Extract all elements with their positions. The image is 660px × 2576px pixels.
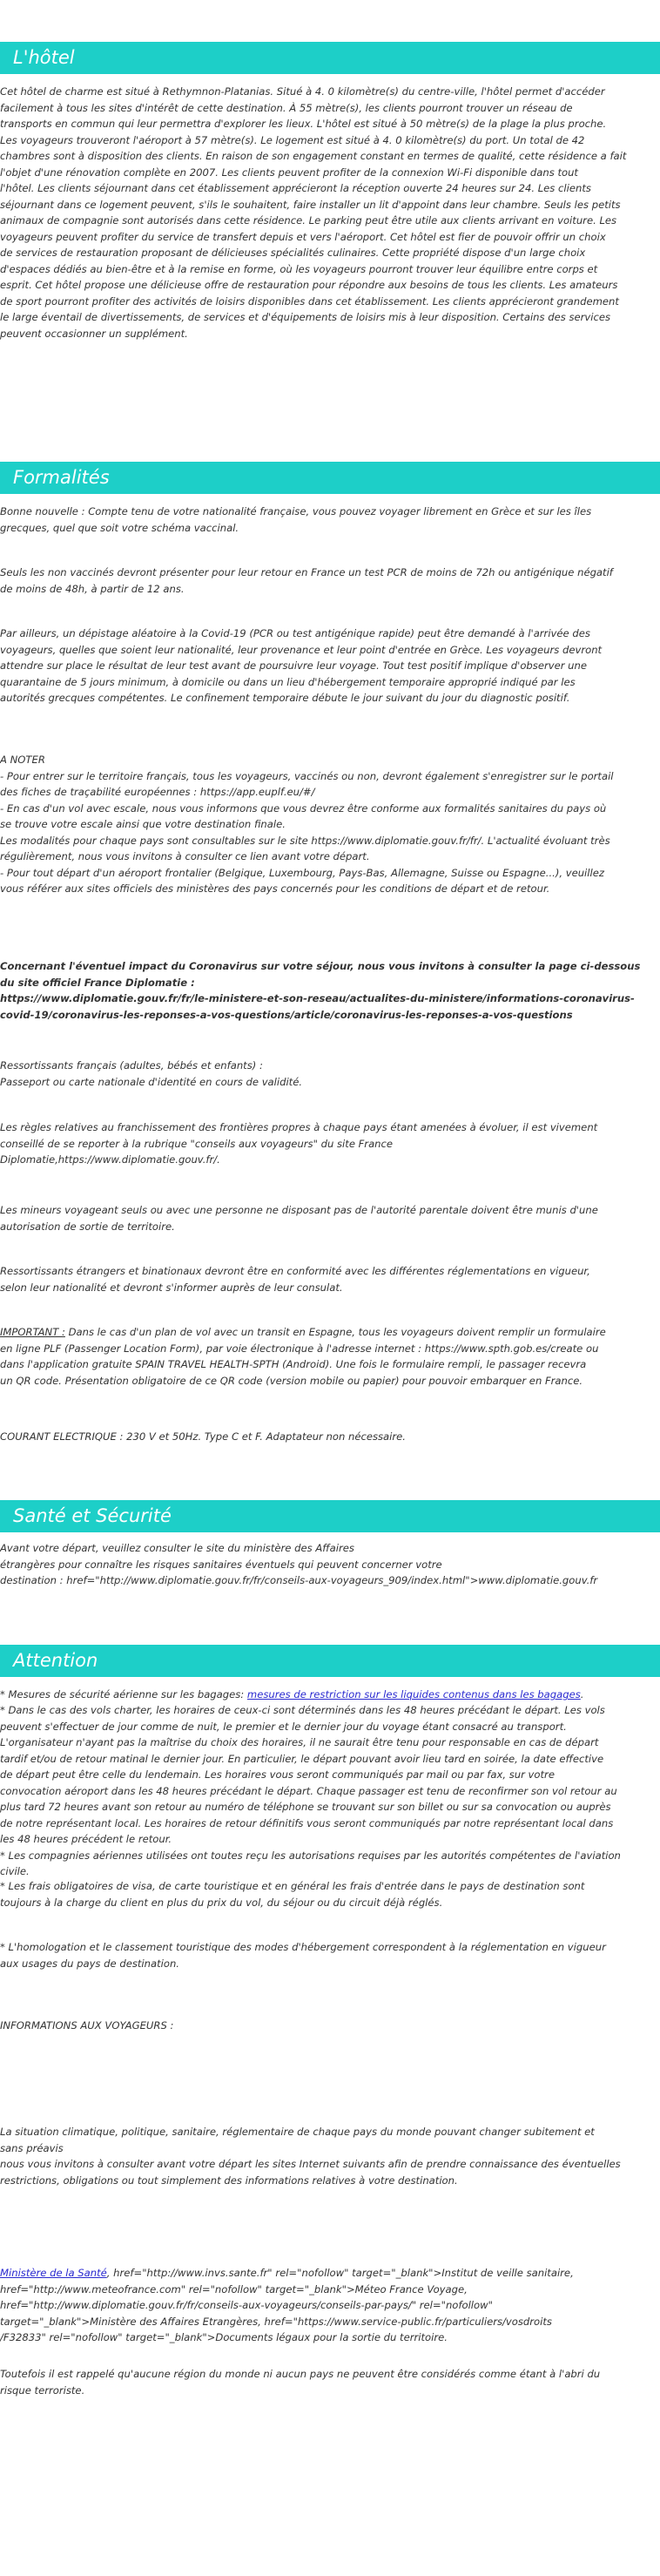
text-line: Avant votre départ, veuillez consulter le site du ministère des Affaires — [0, 1542, 354, 1554]
sante-section-heading: Santé et Sécurité — [0, 1500, 660, 1532]
text-line: A NOTER — [0, 754, 45, 766]
important-label: IMPORTANT : — [0, 1326, 65, 1338]
text-line: un QR code. Présentation obligatoire de ce QR code (version mobile ou papier) pour pouvoir embarquer en France. — [0, 1374, 583, 1387]
text-line: attendre sur place le résultat de leur test avant de poursuivre leur voyage. Tout test positif implique d'observer une — [0, 659, 588, 672]
text-line: Cet hôtel de charme est situé à Rethymnon-Platanias. Situé à 4. 0 kilomètre(s) du centre-ville, l'hôtel permet d'accéder — [0, 85, 605, 98]
formalites-frontieres — [0, 1119, 660, 1168]
text-line: nous vous invitons à consulter avant votre départ les sites Internet suivants afin de prendre connaissance des éventuelles — [0, 2158, 621, 2170]
formalites-section-heading: Formalités — [0, 462, 660, 494]
text-line: peuvent s'effectuer de jour comme de nuit, le premier et le dernier jour du voyage étant consacré au transport. — [0, 1720, 567, 1733]
text-line: Seuls les non vaccinés devront présenter pour leur retour en France un test PCR de moins de 72h ou antigénique négatif — [0, 566, 613, 578]
text-line: target="_blank">Ministère des Affaires Etrangères, href="https://www.service-public.fr/particuliers/vosdroits — [0, 2315, 552, 2328]
text-line: tardif et/ou de retour matinal le dernier jour. En particulier, le départ pouvant avoir lieu tard en soirée, la date effective — [0, 1752, 604, 1765]
text-line: restrictions, obligations ou tout simplement des informations relatives à votre destination. — [0, 2174, 458, 2187]
text-line: autorités grecques compétentes. Le confinement temporaire débute le jour suivant du jour du diagnostic positif. — [0, 692, 570, 704]
text-line: aux usages du pays de destination. — [0, 1957, 179, 1970]
text-line: chambres sont à disposition des clients. En raison de son engagement constant en termes de qualité, cette résidence a fait — [0, 150, 627, 162]
text-line: * L'homologation et le classement touristique des modes d'hébergement correspondent à la réglementation en vigueur — [0, 1941, 606, 1953]
formalites-coronavirus-link[interactable] — [0, 958, 660, 1023]
sante-description — [0, 1540, 660, 1589]
text-line: Diplomatie,https://www.diplomatie.gouv.fr/. — [0, 1153, 220, 1166]
text-line: facilement à tous les sites d'intérêt de cette destination. À 55 mètre(s), les clients pourront trouver un réseau de — [0, 101, 573, 114]
attention-situation-climatique — [0, 2124, 660, 2188]
text-line: de sport pourront profiter des activités de loisirs disponibles dans cet établissement. Les clients apprécieront grandement — [0, 294, 619, 308]
text-line: sans préavis — [0, 2141, 64, 2154]
text-line: esprit. Cet hôtel propose une délicieuse offre de restauration pour répondre aux besoins de tous les clients. Les amateurs — [0, 279, 618, 291]
text-line: href="http://www.meteofrance.com" rel="nofollow" target="_blank">Méteo France Voyage, — [0, 2282, 468, 2295]
text-line: Ressortissants étrangers et binationaux devront être en conformité avec les différentes réglementations en vigueur, — [0, 1265, 590, 1277]
text-line: https://www.diplomatie.gouv.fr/fr/le-ministere-et-son-reseau/actualites-du-ministere/informations-coronavirus- — [0, 992, 635, 1004]
text-line: les 48 heures précédent le retour. — [0, 1833, 172, 1845]
text-line: - Pour tout départ d'un aéroport frontalier (Belgique, Luxembourg, Pays-Bas, Allemagne, Suisse ou Espagne...), veuillez — [0, 866, 604, 879]
text-line: conseillé de se reporter à la rubrique "conseils aux voyageurs" du site France — [0, 1137, 394, 1150]
text-line: de moins de 48h, à partir de 12 ans. — [0, 582, 185, 595]
text-line: * Les compagnies aériennes utilisées ont toutes reçu les autorisations requises par les autorités compétentes de l'aviation — [0, 1849, 621, 1862]
informations-voyageurs-title: INFORMATIONS AUX VOYAGEURS : — [0, 2019, 174, 2032]
hotel-section-heading: L'hôtel — [0, 42, 660, 74]
formalites-ressortissants-francais — [0, 1058, 660, 1090]
attention-frais-visa — [0, 1878, 660, 1910]
text-line: voyageurs peuvent profiter du service de transfert depuis et vers l'aéroport. Cet hôtel est fier de pouvoir offrir un choix — [0, 230, 606, 243]
text-line: des fiches de traçabilité européennes : https://app.euplf.eu/#/ — [0, 786, 315, 798]
hotel-description — [0, 84, 660, 341]
attention-sites-internet: Ministère de la Santé, href="http://www.invs.sante.fr" rel="nofollow" target="_blank">Institut de veille sanitaire, href="http://www.meteofrance.com" rel="nofollow" target="_blank">Méteo France Voyage, href="http://www.diplomatie.gouv.fr/fr/conseils-aux-voyageurs/conseils-par-pays/" rel="nofollow" target="_blank">Ministère des Affaires Etrangères, href="https://www.service-public.fr/particuliers/vosdroits /F32833" rel="nofollow" target="_blank">Documents légaux pour la sortie du territoire. — [0, 2265, 660, 2346]
text-line: Les modalités pour chaque pays sont consultables sur le site https://www.diplomatie.gouv.fr/fr/. L'actualité évoluant très — [0, 834, 610, 847]
text-line: autorisation de sortie de territoire. — [0, 1220, 175, 1233]
text-line: La situation climatique, politique, sanitaire, réglementaire de chaque pays du monde pouvant changer subitement et — [0, 2126, 595, 2138]
text-line: Toutefois il est rappelé qu'aucune région du monde ni aucun pays ne peuvent être considérés comme étant à l'abri du — [0, 2368, 601, 2380]
text-line: du site officiel France Diplomatie : — [0, 976, 195, 989]
text-line: animaux de compagnie sont autorisés dans cette résidence. Le parking peut être utile aux clients arrivant en voiture. Les — [0, 214, 617, 226]
text-line: Les voyageurs trouveront l'aéroport à 57 mètre(s). Le logement est situé à 4. 0 kilomètre(s) du port. Un total de 42 — [0, 133, 585, 146]
text-line: Ressortissants français (adultes, bébés et enfants) : — [0, 1059, 263, 1072]
attention-homologation — [0, 1939, 660, 1971]
text-line: Concernant l'éventuel impact du Coronavirus sur votre séjour, nous vous invitons à consulter la page ci-dessous — [0, 960, 641, 972]
bagages-restriction-link[interactable]: mesures de restriction sur les liquides contenus dans les bagages — [246, 1688, 581, 1700]
text-line: quarantaine de 5 jours minimum, à domicile ou dans un lieu d'hébergement temporaire approprié indiqué par les — [0, 675, 576, 688]
text-line: - Pour entrer sur le territoire français, tous les voyageurs, vaccinés ou non, devront également s'enregistrer sur le portail — [0, 769, 614, 782]
text-line: en ligne PLF (Passenger Location Form), par voie électronique à l'adresse internet : https://www.spth.gob.es/create ou — [0, 1342, 599, 1355]
text-line: transports en commun qui leur permettra d'explorer les lieux. L'hôtel est situé à 50 mètre(s) de la plage la plus proche. — [0, 118, 607, 130]
text-line: l'hôtel. Les clients séjournant dans cet établissement apprécieront la réception ouverte 24 heures sur 24. Les clients — [0, 182, 591, 194]
text-line: le large éventail de divertissements, de services et d'équipements de loisirs mis à leur disposition. Certains des services — [0, 311, 611, 323]
text-line: de départ peut être celle du lendemain. Les horaires vous seront communiqués par mail ou par fax, sur votre — [0, 1768, 555, 1781]
text-line: de notre représentant local. Les horaires de retour définitifs vous seront communiqués par notre représentant local dans — [0, 1816, 614, 1829]
text-line: /F32833" rel="nofollow" target="_blank">Documents légaux pour la sortie du territoire. — [0, 2331, 448, 2343]
text-line: civile. — [0, 1865, 30, 1877]
formalites-unvaccinated — [0, 565, 660, 597]
ministere-sante-link[interactable]: Ministère de la Santé — [0, 2267, 107, 2279]
text-line: selon leur nationalité et devront s'informer auprès de leur consulat. — [0, 1281, 343, 1294]
attention-bagages: * Mesures de sécurité aérienne sur les bagages: mesures de restriction sur les liquides contenus dans les bagages. — [0, 1688, 584, 1700]
text-line: régulièrement, nous vous invitons à consulter ce lien avant votre départ. — [0, 850, 370, 862]
attention-vols-charter — [0, 1702, 660, 1880]
text-line: se trouve votre escale ainsi que votre destination finale. — [0, 818, 286, 830]
text-line: peuvent occasionner un supplément. — [0, 327, 188, 340]
text-line: séjournant dans ce logement peuvent, s'ils le souhaitent, faire installer un lit d'appoint dans leur chambre. Seuls les petits — [0, 198, 621, 211]
text-line: covid-19/coronavirus-les-reponses-a-vos-questions/article/coronavirus-les-reponses-a-vos-questions — [0, 1008, 573, 1021]
text-line: de services de restauration proposant de délicieuses spécialités culinaires. Cette propriété dispose d'un large choix — [0, 247, 586, 259]
text-line: risque terroriste. — [0, 2383, 85, 2397]
text-line: Les règles relatives au franchissement des frontières propres à chaque pays étant amenées à évoluer, il est vivement — [0, 1121, 598, 1133]
attention-section-heading: Attention — [0, 1645, 660, 1677]
text-line: Par ailleurs, un dépistage aléatoire à la Covid-19 (PCR ou test antigénique rapide) peut être demandé à l'arrivée des — [0, 627, 590, 639]
text-line: grecques, quel que soit votre schéma vaccinal. — [0, 521, 239, 534]
text-line: d'espaces dédiés au bien-être et à la remise en forme, où les voyageurs pourront trouver leur équilibre entre corps et — [0, 262, 598, 275]
formalites-random-testing — [0, 625, 660, 707]
text-line: l'objet d'une rénovation complète en 2007. Les clients peuvent profiter de la connexion Wi-Fi disponible dans tout — [0, 166, 578, 179]
text-line: vous référer aux sites officiels des ministères des pays concernés pour les conditions de départ et de retour. — [0, 882, 550, 895]
text-line: voyageurs, quelles que soient leur nationalité, leur provenance et leur point d'entrée en Grèce. Les voyageurs devront — [0, 643, 603, 656]
text-line: dans l'application gratuite SPAIN TRAVEL HEALTH-SPTH (Android). Une fois le formulaire rempli, le passager recevra — [0, 1358, 587, 1370]
text-line: Passeport ou carte nationale d'identité en cours de validité. — [0, 1075, 303, 1088]
text-line: Bonne nouvelle : Compte tenu de votre nationalité française, vous pouvez voyager librement en Grèce et sur les îles — [0, 505, 592, 517]
text-line: plus tard 72 heures avant son retour au numéro de téléphone se trouvant sur son billet ou sur sa convocation ou auprès — [0, 1801, 611, 1813]
text-line: * Les frais obligatoires de visa, de carte touristique et en général les frais d'entrée dans le pays de destination sont — [0, 1880, 585, 1892]
text-line: * Dans le cas des vols charter, les horaires de ceux-ci sont déterminés dans les 48 heures précédant le départ. Les vols — [0, 1704, 605, 1716]
text-line: href="http://www.diplomatie.gouv.fr/fr/conseils-aux-voyageurs/conseils-par-pays/" rel="nofollow" — [0, 2299, 493, 2311]
formalites-mineurs — [0, 1202, 660, 1234]
text-line: Les mineurs voyageant seuls ou avec une personne ne disposant pas de l'autorité parentale doivent être munis d'une — [0, 1204, 598, 1216]
formalites-a-noter — [0, 752, 660, 897]
formalites-courant-electrique: COURANT ELECTRIQUE : 230 V et 50Hz. Type C et F. Adaptateur non nécessaire. — [0, 1430, 406, 1443]
text-line: - En cas d'un vol avec escale, nous vous informons que vous devrez être conforme aux formalités sanitaires du pays où — [0, 801, 607, 815]
text-line: étrangères pour connaître les risques sanitaires éventuels qui peuvent concerner votre — [0, 1558, 442, 1571]
text-line: destination : href="http://www.diplomatie.gouv.fr/fr/conseils-aux-voyageurs_909/index.html">www.diplomatie.gouv.fr — [0, 1574, 598, 1586]
attention-risque-terroriste — [0, 2366, 660, 2398]
text-line: convocation aéroport dans les 48 heures précédant le départ. Chaque passager est tenu de reconfirmer son vol retour au — [0, 1784, 617, 1797]
formalites-etrangers — [0, 1263, 660, 1295]
text-line: L'organisateur n'ayant pas la maîtrise du choix des horaires, il ne saurait être tenu pour responsable en cas de départ — [0, 1736, 599, 1748]
text-line: toujours à la charge du client en plus du prix du vol, du séjour ou du circuit déjà réglés. — [0, 1896, 443, 1909]
formalites-good-news — [0, 504, 660, 536]
formalites-important: IMPORTANT : Dans le cas d'un plan de vol avec un transit en Espagne, tous les voyageurs doivent remplir un formulaire en ligne PLF (Passenger Location Form), par voie électronique à l'adresse internet : https://www.spth.gob.es/create ou dans l'application gratuite SPAIN TRAVEL HEALTH-SPTH (Android). Une fois le formulaire rempli, le passager recevra un QR code. Présentation obligatoire de ce QR code (version mobile ou papier) pour pouvoir embarquer en France. — [0, 1324, 660, 1389]
